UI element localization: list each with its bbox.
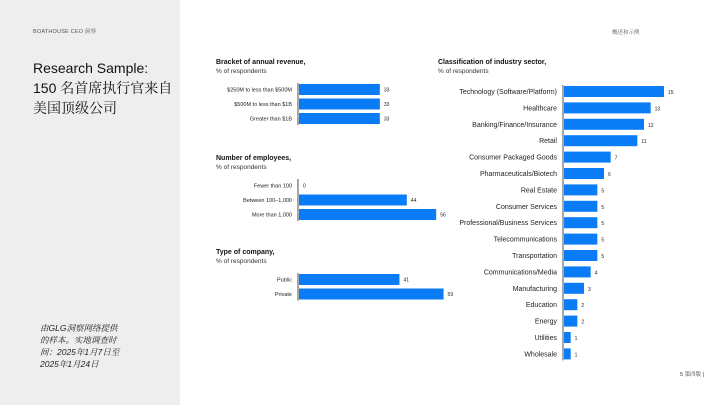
note-line: 2025年1月24日 xyxy=(40,359,99,369)
tick-label: Fewer than 100 xyxy=(253,183,292,190)
bar xyxy=(564,234,597,245)
tick-label: Transportation xyxy=(512,252,557,260)
tick-label: Retail xyxy=(539,138,557,146)
bar xyxy=(564,168,604,179)
tick-label: Pharmaceuticals/Biotech xyxy=(479,170,557,178)
data-label: 5 xyxy=(601,221,605,228)
tick-label: Education xyxy=(525,302,557,310)
data-label: 13 xyxy=(654,106,661,113)
employees-chart-subtitle: % of respondents xyxy=(216,164,267,171)
bar xyxy=(564,299,577,310)
revenue-chart-subtitle: % of respondents xyxy=(216,68,267,75)
data-label: 0 xyxy=(303,183,306,190)
industry-chart-title: Classification of industry sector, xyxy=(438,59,547,66)
company-type-chart-title: Type of company, xyxy=(216,249,275,256)
tick-label: Greater than $1B xyxy=(249,116,292,123)
tick-label: Professional/Business Services xyxy=(459,220,557,228)
data-label: 12 xyxy=(648,122,654,129)
tick-label: Wholesale xyxy=(524,351,557,359)
data-label: 33 xyxy=(383,101,390,108)
data-label: 41 xyxy=(403,277,410,284)
company-type-chart-subtitle: % of respondents xyxy=(216,258,267,265)
data-label: 2 xyxy=(581,319,585,326)
data-label: 6 xyxy=(608,171,611,178)
data-label: 33 xyxy=(383,87,390,94)
tick-label: Manufacturing xyxy=(512,285,557,293)
data-label: 2 xyxy=(581,303,585,310)
bar xyxy=(564,152,611,163)
tick-label: Private xyxy=(274,291,292,298)
data-label: 4 xyxy=(594,270,598,277)
bar xyxy=(564,86,664,97)
tick-label: $250M to less than $500M xyxy=(227,87,292,94)
data-label: 1 xyxy=(574,352,578,359)
logo-text: BOATHOUSE CEO 洞察 xyxy=(33,29,97,35)
data-label: 11 xyxy=(641,139,647,146)
bar xyxy=(564,332,571,343)
data-label: 1 xyxy=(574,335,578,342)
note-line: 由GLG洞察网络提供 xyxy=(40,323,118,333)
bar xyxy=(564,201,597,212)
data-label: 15 xyxy=(668,89,674,96)
bar xyxy=(564,135,637,146)
data-label: 56 xyxy=(440,212,446,219)
tick-label: Real Estate xyxy=(520,187,557,195)
tick-label: Utilities xyxy=(534,334,557,342)
tick-label: Energy xyxy=(534,318,557,326)
data-label: 3 xyxy=(588,286,591,293)
employees-chart-title: Number of employees, xyxy=(216,155,292,162)
title-line: 150 名首席执行官来自 xyxy=(33,80,173,96)
tick-label: Consumer Packaged Goods xyxy=(469,154,557,162)
title-line: 美国顶级公司 xyxy=(33,100,117,116)
tick-label: Healthcare xyxy=(523,105,557,113)
bar xyxy=(564,217,597,228)
bar xyxy=(564,184,597,195)
note-line: 的样本。实地调查时 xyxy=(40,335,117,345)
bar xyxy=(564,348,571,359)
section-label: 概述和示例 xyxy=(612,30,640,36)
data-label: 44 xyxy=(410,197,417,204)
tick-label: Communications/Media xyxy=(483,269,557,277)
bar xyxy=(564,316,577,327)
tick-label: Telecommunications xyxy=(493,236,557,244)
data-label: 5 xyxy=(601,204,605,211)
tick-label: Public xyxy=(277,277,292,284)
tick-label: More than 1,000 xyxy=(251,212,292,219)
tick-label: Between 100–1,000 xyxy=(243,197,292,204)
data-label: 7 xyxy=(614,155,618,162)
title-line: Research Sample: xyxy=(33,60,149,76)
data-label: 5 xyxy=(601,188,605,195)
bar xyxy=(564,102,651,113)
data-label: 5 xyxy=(601,237,605,244)
bar xyxy=(564,266,591,277)
bar xyxy=(564,283,584,294)
page-number: 5 第四版 | xyxy=(680,372,705,378)
data-label: 33 xyxy=(383,116,390,123)
data-label: 59 xyxy=(447,291,454,298)
revenue-chart-title: Bracket of annual revenue, xyxy=(216,59,306,66)
industry-chart-subtitle: % of respondents xyxy=(438,68,489,75)
note-line: 间：2025年1月7日至 xyxy=(40,347,120,357)
tick-label: Technology (Software/Platform) xyxy=(459,88,557,96)
bar xyxy=(564,250,597,261)
tick-label: $500M to less than $1B xyxy=(234,101,292,108)
data-label: 5 xyxy=(601,253,605,260)
tick-label: Consumer Services xyxy=(495,203,557,211)
tick-label: Banking/Finance/Insurance xyxy=(472,121,557,129)
bar xyxy=(564,119,644,130)
